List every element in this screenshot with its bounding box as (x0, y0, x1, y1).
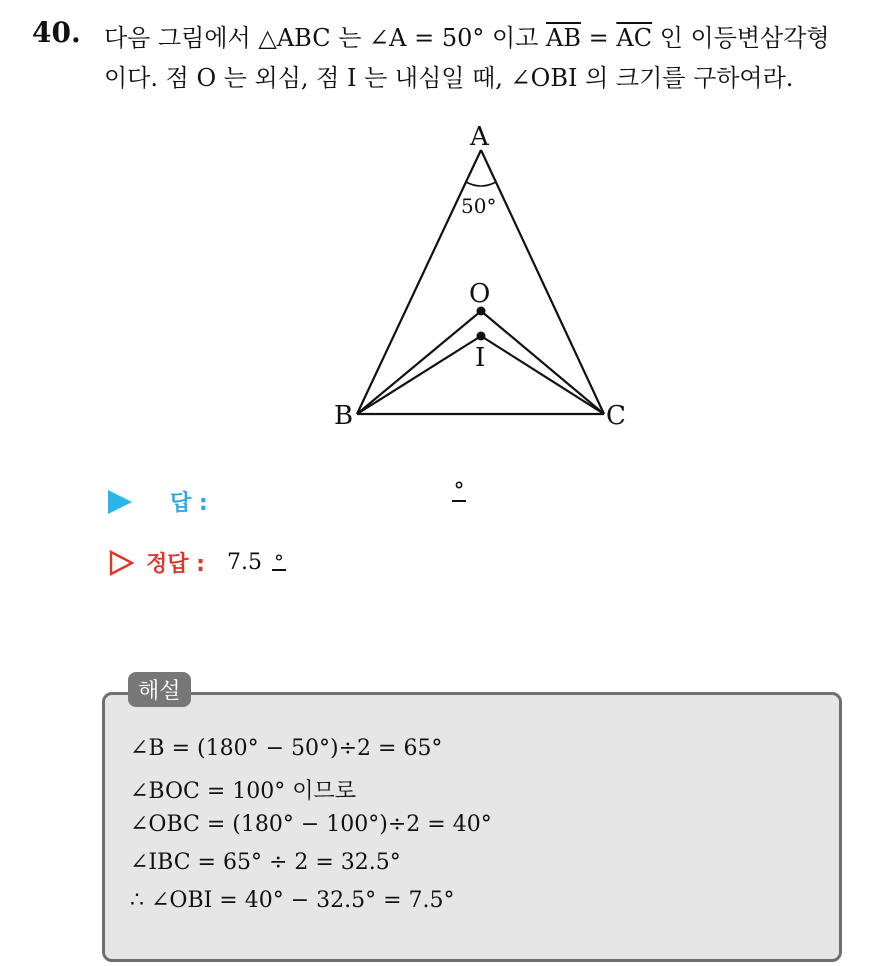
correct-label: 정답 : (146, 552, 205, 577)
angle-label: 50° (461, 194, 497, 218)
segment-ab: $\overline{AB}$ (546, 24, 581, 52)
segment-ac: $\overline{AC}$ (616, 24, 653, 52)
answer-unit: ° (453, 479, 465, 504)
answer-label: 답 : (170, 491, 208, 516)
label-a: A (470, 122, 489, 152)
correct-unit: ° (273, 549, 284, 574)
equals-sign: = (580, 24, 617, 52)
question-text-part: 다음 그림에서 △ABC 는 ∠A = 50° 이고 (104, 24, 547, 52)
question-number: 40. (32, 16, 81, 49)
solution-tag: 해설 (128, 672, 191, 707)
question-line-2: 이다. 점 O 는 외심, 점 I 는 내심일 때, ∠OBI 의 크기를 구하여라. (104, 64, 794, 92)
label-b: B (334, 401, 354, 431)
label-i: I (475, 343, 486, 373)
angle-arc (466, 182, 496, 186)
label-c: C (606, 401, 626, 431)
solution-line: ∠BOC = 100° 이므로 (130, 779, 357, 804)
question-text-part: 인 이등변삼각형 (652, 24, 830, 52)
solution-line: ∠IBC = 65° ÷ 2 = 32.5° (130, 850, 401, 875)
correct-value: 7.5 (226, 550, 262, 575)
solution-line: ∠B = (180° − 50°)÷2 = 65° (130, 736, 443, 761)
play-icon (108, 490, 132, 514)
correct-row (108, 547, 286, 578)
segment-co (481, 311, 604, 414)
segment-bo (357, 311, 481, 414)
answer-row (108, 486, 208, 517)
solution-line: ∠OBC = (180° − 100°)÷2 = 40° (130, 812, 492, 837)
point-i-dot (477, 332, 486, 341)
solution-line: ∴ ∠OBI = 40° − 32.5° = 7.5° (130, 888, 455, 913)
play-outline-icon (108, 550, 134, 576)
label-o: O (469, 279, 491, 309)
